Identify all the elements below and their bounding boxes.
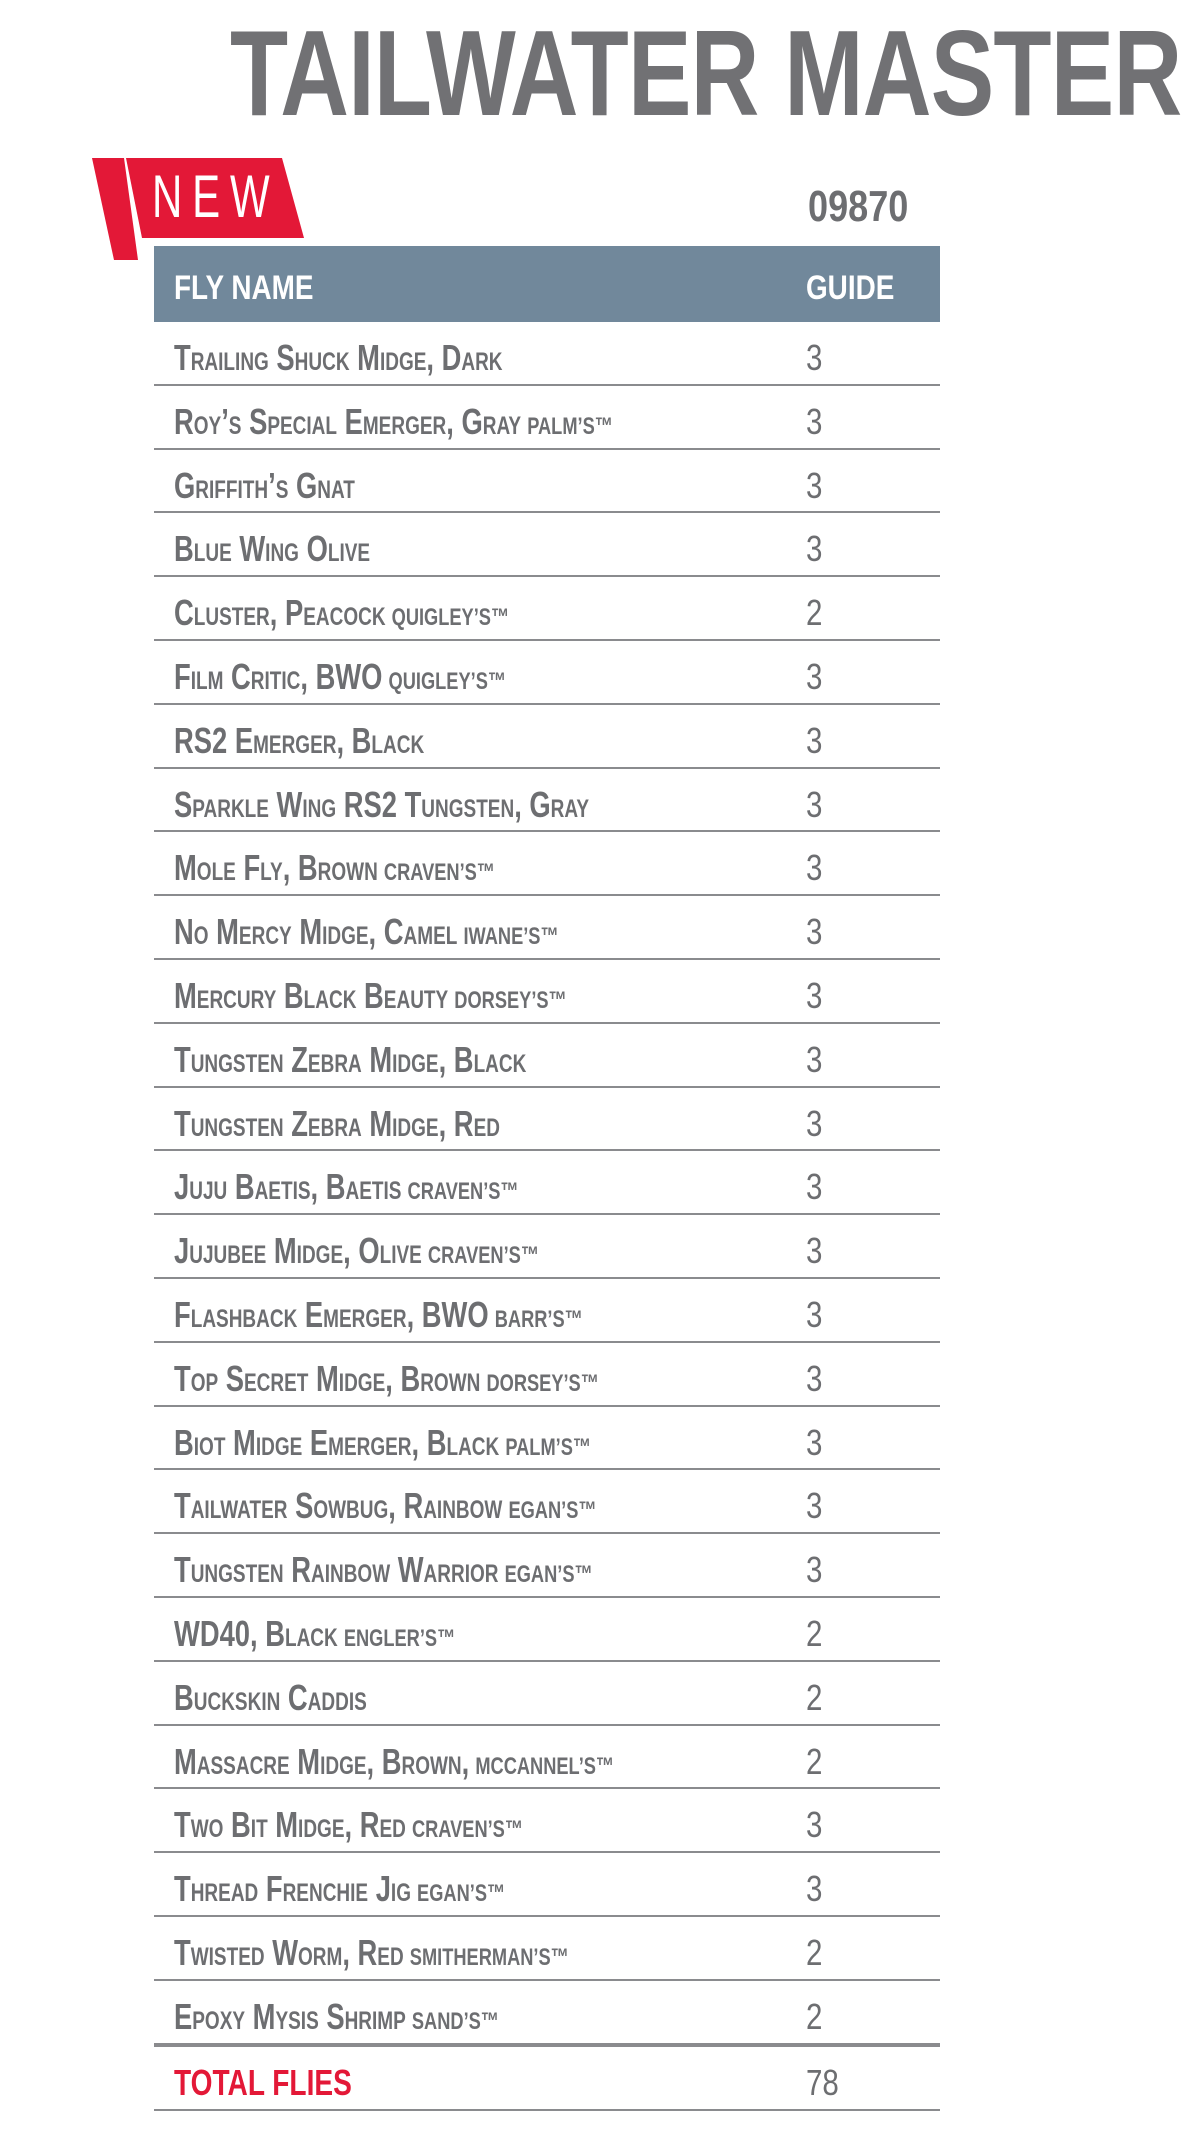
fly-name: Mercury Black Beauty <box>174 974 449 1016</box>
fly-name: Mole Fly, Brown <box>174 847 378 889</box>
table-row <box>154 1726 940 1790</box>
fly-name: Tungsten Rainbow Warrior <box>174 1549 499 1591</box>
table-row <box>154 450 940 514</box>
table-row <box>154 960 940 1024</box>
table-row <box>154 705 940 769</box>
table-row <box>154 1470 940 1534</box>
fly-name: Cluster, Peacock <box>174 592 386 634</box>
table-row <box>154 1917 940 1981</box>
fly-brand: PALM’S™ <box>527 412 613 440</box>
fly-name: Epoxy Mysis Shrimp <box>174 1995 406 2037</box>
table-row <box>154 832 940 896</box>
table-row <box>154 1279 940 1343</box>
new-badge <box>92 158 304 260</box>
fly-name-cell <box>174 1151 519 1213</box>
fly-brand: EGAN’S™ <box>508 1497 597 1525</box>
guide-count: 3 <box>806 1230 823 1272</box>
guide-count: 3 <box>806 783 823 825</box>
table-header <box>154 246 940 322</box>
fly-name-cell <box>174 1024 526 1086</box>
page-title: TAILWATER MASTER <box>230 5 1181 141</box>
guide-count: 3 <box>806 1038 823 1080</box>
fly-name-cell <box>174 1407 591 1469</box>
table-row <box>154 769 940 833</box>
guide-count: 3 <box>806 1804 823 1846</box>
fly-name-cell <box>174 832 495 894</box>
fly-brand: DORSEY’S™ <box>454 986 567 1014</box>
guide-count: 3 <box>806 337 823 378</box>
fly-name: Flashback Emerger, BWO <box>174 1293 489 1335</box>
table-row <box>154 1789 940 1853</box>
fly-brand: QUIGLEY’S™ <box>391 604 510 632</box>
header-guide: GUIDE <box>806 269 895 307</box>
fly-name: Biot Midge Emerger, Black <box>174 1421 500 1463</box>
total-value: 78 <box>806 2061 839 2103</box>
fly-brand: CRAVEN’S™ <box>407 1178 519 1206</box>
fly-name-cell <box>174 769 589 831</box>
fly-name: Trailing Shuck Midge, Dark <box>174 337 503 378</box>
fly-name-cell <box>174 386 613 448</box>
guide-count: 3 <box>806 1868 823 1910</box>
fly-name-cell <box>174 1598 455 1660</box>
fly-name-cell <box>174 1343 599 1405</box>
fly-name: RS2 Emerger, Black <box>174 719 425 761</box>
fly-brand: MCCANNEL’S™ <box>475 1752 615 1780</box>
fly-name: Blue Wing Olive <box>174 528 371 570</box>
fly-brand: QUIGLEY’S™ <box>388 667 507 695</box>
header-fly-name: FLY NAME <box>174 269 314 307</box>
guide-count: 3 <box>806 1549 823 1591</box>
guide-count: 3 <box>806 464 823 506</box>
fly-name-cell <box>174 1853 505 1915</box>
fly-brand: PALM’S™ <box>505 1433 592 1461</box>
fly-brand: DORSEY’S™ <box>486 1369 599 1397</box>
fly-name: Jujubee Midge, Olive <box>174 1230 422 1272</box>
table-row <box>154 322 940 386</box>
guide-count: 3 <box>806 974 823 1016</box>
guide-count: 2 <box>806 1740 823 1782</box>
table-row <box>154 1534 940 1598</box>
fly-name: Tungsten Zebra Midge, Black <box>174 1038 527 1080</box>
guide-count: 3 <box>806 1102 823 1144</box>
guide-count: 2 <box>806 1931 823 1973</box>
fly-brand: BARR’S™ <box>494 1305 583 1333</box>
fly-name-cell <box>174 1470 597 1532</box>
table-body <box>154 322 940 2045</box>
fly-name-cell <box>174 1789 523 1851</box>
fly-name: Twisted Worm, Red <box>174 1931 404 1973</box>
fly-name-cell <box>174 1662 367 1724</box>
guide-count: 2 <box>806 1676 823 1718</box>
fly-brand: ENGLER’S™ <box>343 1624 456 1652</box>
fly-name-cell <box>174 960 567 1022</box>
fly-name-cell <box>174 322 503 384</box>
table-row <box>154 1088 940 1152</box>
fly-name-cell <box>174 641 506 703</box>
table-row <box>154 577 940 641</box>
total-label: TOTAL FLIES <box>174 2061 352 2103</box>
guide-count: 3 <box>806 1421 823 1463</box>
fly-brand: IWANE’S™ <box>463 923 559 951</box>
fly-name: Film Critic, BWO <box>174 655 383 697</box>
product-code: 09870 <box>808 182 909 231</box>
fly-brand: CRAVEN’S™ <box>383 859 496 887</box>
guide-count: 3 <box>806 1357 823 1399</box>
guide-count: 2 <box>806 592 823 634</box>
table-row <box>154 1853 940 1917</box>
fly-name: Massacre Midge, Brown, <box>174 1740 470 1782</box>
fly-name: Two Bit Midge, Red <box>174 1804 406 1846</box>
fly-name-cell <box>174 705 424 767</box>
fly-name: Tailwater Sowbug, Rainbow <box>174 1485 503 1527</box>
table-row <box>154 1407 940 1471</box>
fly-brand: CRAVEN’S™ <box>411 1816 524 1844</box>
fly-name: No Mercy Midge, Camel <box>174 911 458 953</box>
guide-count: 3 <box>806 1485 823 1527</box>
fly-name-cell <box>174 1917 569 1979</box>
fly-table <box>154 246 940 2111</box>
table-row <box>154 1598 940 1662</box>
guide-count: 2 <box>806 1612 823 1654</box>
guide-count: 3 <box>806 1166 823 1208</box>
fly-brand: SAND’S™ <box>411 2007 500 2035</box>
table-row <box>154 1343 940 1407</box>
fly-name-cell <box>174 513 370 575</box>
fly-name-cell <box>174 1215 539 1277</box>
fly-brand: EGAN’S™ <box>417 1880 506 1908</box>
table-row <box>154 641 940 705</box>
fly-name: Top Secret Midge, Brown <box>174 1357 481 1399</box>
fly-brand: SMITHERMAN’S™ <box>409 1943 569 1971</box>
fly-name-cell <box>174 1534 593 1596</box>
guide-count: 3 <box>806 528 823 570</box>
fly-name: Roy’s Special Emerger, Gray <box>174 400 522 442</box>
table-row <box>154 1662 940 1726</box>
guide-count: 3 <box>806 655 823 697</box>
guide-count: 3 <box>806 400 823 442</box>
guide-count: 3 <box>806 1293 823 1335</box>
table-row <box>154 1981 940 2045</box>
new-badge-label: NEW <box>152 163 280 230</box>
fly-name: Thread Frenchie Jig <box>174 1868 411 1910</box>
table-row <box>154 1151 940 1215</box>
fly-name: Buckskin Caddis <box>174 1676 367 1718</box>
fly-name-cell <box>174 450 355 512</box>
fly-name: Tungsten Zebra Midge, Red <box>174 1102 500 1144</box>
table-row <box>154 1024 940 1088</box>
guide-count: 3 <box>806 847 823 889</box>
table-row <box>154 896 940 960</box>
fly-name-cell <box>174 1279 583 1341</box>
fly-name: WD40, Black <box>174 1612 338 1654</box>
table-row <box>154 386 940 450</box>
fly-name: Griffith’s Gnat <box>174 464 355 506</box>
guide-count: 2 <box>806 1995 823 2037</box>
fly-name-cell <box>174 1088 500 1150</box>
guide-count: 3 <box>806 911 823 953</box>
table-row <box>154 1215 940 1279</box>
table-row <box>154 513 940 577</box>
fly-name: Sparkle Wing RS2 Tungsten, Gray <box>174 783 590 825</box>
fly-name-cell <box>174 896 559 958</box>
fly-name-cell <box>174 577 509 639</box>
fly-name: Juju Baetis, Baetis <box>174 1166 402 1208</box>
guide-count: 3 <box>806 719 823 761</box>
fly-brand: EGAN’S™ <box>504 1561 593 1589</box>
fly-brand: CRAVEN’S™ <box>427 1242 540 1270</box>
fly-name-cell <box>174 1981 499 2043</box>
fly-name-cell <box>174 1726 614 1788</box>
total-row <box>154 2047 940 2111</box>
